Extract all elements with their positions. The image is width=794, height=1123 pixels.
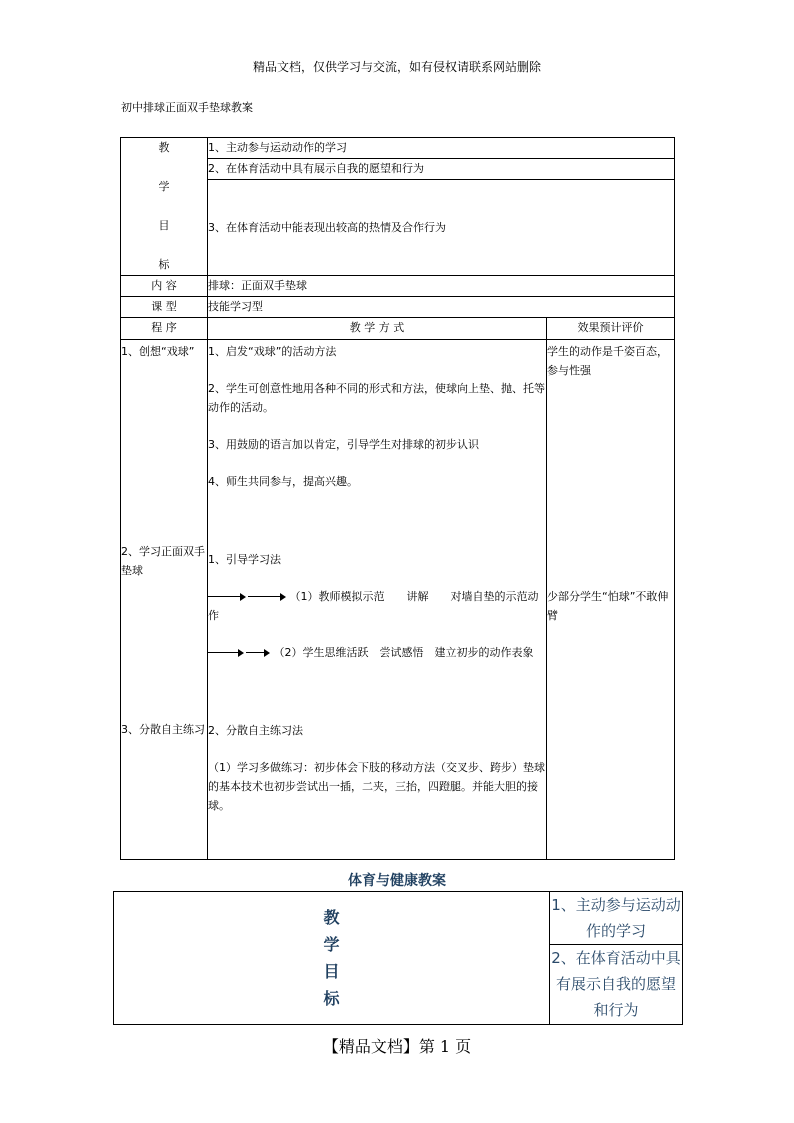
procedure-1: 1、创想“戏球” <box>121 345 195 358</box>
page-header: 精品文档，仅供学习与交流，如有侵权请联系网站删除 <box>252 60 541 74</box>
procedure-2: 2、学习正面双手垫球 <box>121 545 205 577</box>
evaluation-1: 学生的动作是千姿百态，参与性强 <box>547 345 668 377</box>
method-line: （2）学生思维活跃 尝试感悟 建立初步的动作表象 <box>273 646 534 659</box>
label-char: 标 <box>323 989 340 1008</box>
content-value: 排球：正面双手垫球 <box>208 276 675 297</box>
type-label: 课 型 <box>121 297 208 318</box>
objective-row-1: 1、主动参与运动动作的学习 <box>550 892 683 945</box>
objective-3: 3、在体育活动中能表现出较高的热情及合作行为 <box>208 180 675 276</box>
evaluation-2: 少部分学生“怕球”不敢伸臂 <box>547 590 669 622</box>
col-header-method: 教 学 方 式 <box>208 318 547 340</box>
method-line: 3、用鼓励的语言加以肯定，引导学生对排球的初步认识 <box>208 438 479 451</box>
col-header-procedure: 程 序 <box>121 318 208 340</box>
procedure-3: 3、分散自主练习 <box>121 723 205 736</box>
method-line: 1、启发“戏球”的活动方法 <box>208 345 337 358</box>
objective-label-char: 目 <box>158 219 170 232</box>
method-line: 2、学生可创意性地用各种不同的形式和方法，使球向上垫、抛、托等动作的活动。 <box>208 382 545 414</box>
objectives-table <box>113 891 683 1025</box>
method-line-with-arrows <box>208 643 546 662</box>
method-line: （1）学习多做练习：初步体会下肢的移动方法（交叉步、跨步）垫球的基本技术也初步尝试出一插，二夹，三抬，四蹬腿。并能大胆的接球。 <box>208 761 545 812</box>
objective-label-char: 标 <box>158 258 170 271</box>
method-cell <box>208 340 547 860</box>
method-line: 4、师生共同参与，提高兴趣。 <box>208 475 358 488</box>
section-title: 体育与健康教案 <box>348 873 446 889</box>
method-line: 1、引导学习法 <box>208 553 281 566</box>
arrow-icon <box>208 593 246 601</box>
label-char: 教 <box>323 908 340 927</box>
page-footer: 【精品文档】第 1 页 <box>322 1037 472 1056</box>
label-char: 目 <box>323 962 340 981</box>
objective-row-2: 2、在体育活动中具有展示自我的愿望和行为 <box>550 945 683 1025</box>
evaluation-cell <box>547 340 675 860</box>
objective-label-char: 教 <box>158 141 170 154</box>
objective-1: 1、主动参与运动动作的学习 <box>208 138 675 159</box>
method-line-with-arrows <box>208 587 546 625</box>
col-header-evaluation: 效果预计评价 <box>547 318 675 340</box>
arrow-icon <box>248 593 286 601</box>
objective-label <box>121 138 208 276</box>
procedure-cell <box>121 340 208 860</box>
objective-label-char: 学 <box>158 180 170 193</box>
lesson-plan-table <box>120 137 675 860</box>
arrow-icon <box>246 649 270 657</box>
content-label: 内 容 <box>121 276 208 297</box>
document-title: 初中排球正面双手垫球教案 <box>121 101 253 114</box>
method-line: （1）教师模拟示范 讲解 对墙自垫的示范动作 <box>208 590 539 622</box>
objective-label-large <box>114 892 550 1025</box>
type-value: 技能学习型 <box>208 297 675 318</box>
label-char: 学 <box>323 935 340 954</box>
arrow-icon <box>208 649 244 657</box>
method-line: 2、分散自主练习法 <box>208 724 303 737</box>
objective-2: 2、在体育活动中具有展示自我的愿望和行为 <box>208 159 675 180</box>
